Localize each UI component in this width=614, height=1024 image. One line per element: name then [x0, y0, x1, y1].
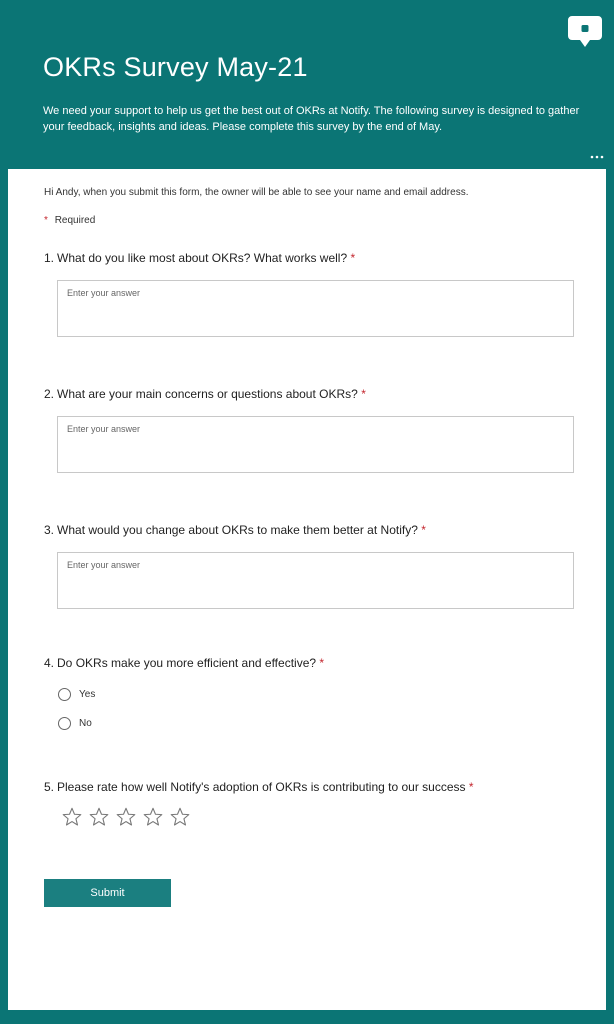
- question-4-text: Do OKRs make you more efficient and effective?: [57, 656, 317, 670]
- star-4-icon[interactable]: [142, 806, 164, 828]
- star-2-icon[interactable]: [88, 806, 110, 828]
- question-3-title: [44, 523, 426, 537]
- form-title: OKRs Survey May-21: [43, 52, 308, 82]
- form-header: [0, 0, 614, 170]
- question-5-required: *: [468, 780, 474, 794]
- radio-button[interactable]: [58, 688, 71, 701]
- radio-label-yes: Yes: [79, 688, 96, 700]
- question-3-number: 3.: [44, 523, 55, 537]
- submit-button[interactable]: Submit: [44, 879, 171, 907]
- question-2-required: *: [361, 387, 366, 401]
- question-1-text: What do you like most about OKRs? What works well?: [57, 251, 348, 265]
- question-5-title: [44, 780, 474, 794]
- chat-icon[interactable]: [566, 13, 604, 51]
- question-1-title: [44, 251, 355, 265]
- identity-notice: Hi Andy, when you submit this form, the owner will be able to see your name and email address.: [44, 187, 469, 198]
- question-3-required: *: [421, 523, 426, 537]
- required-label: Required: [54, 215, 96, 226]
- question-4-title: [44, 656, 324, 670]
- question-2-title: [44, 387, 366, 401]
- star-1-icon[interactable]: [61, 806, 83, 828]
- required-note: [44, 215, 95, 226]
- question-4-number: 4.: [44, 656, 55, 670]
- star-5-icon[interactable]: [169, 806, 191, 828]
- question-4-required: *: [319, 656, 325, 670]
- question-3-text: What would you change about OKRs to make them better at Notify?: [57, 523, 418, 537]
- question-5-number: 5.: [44, 780, 55, 794]
- radio-option-yes[interactable]: [58, 686, 95, 702]
- question-3-answer-input[interactable]: [57, 552, 574, 609]
- question-2-text: What are your main concerns or questions about OKRs?: [57, 387, 358, 401]
- question-2-number: 2.: [44, 387, 55, 401]
- required-asterisk: *: [44, 215, 48, 226]
- question-2-answer-input[interactable]: [57, 416, 574, 473]
- form-card: [8, 169, 606, 1010]
- radio-button[interactable]: [58, 717, 71, 730]
- question-5-text: Please rate how well Notify's adoption of OKRs is contributing to our success: [57, 780, 466, 794]
- radio-label-no: No: [79, 717, 92, 729]
- form-description: We need your support to help us get the best out of OKRs at Notify. The following survey is designed to gather your feedback, insights and ideas. Please complete this survey by the end of May.: [43, 105, 580, 133]
- star-3-icon[interactable]: [115, 806, 137, 828]
- more-options-icon[interactable]: [590, 152, 604, 162]
- star-rating[interactable]: [61, 806, 191, 828]
- question-1-required: *: [350, 251, 356, 265]
- question-1-number: 1.: [44, 251, 55, 265]
- radio-option-no[interactable]: [58, 715, 92, 731]
- question-1-answer-input[interactable]: [57, 280, 574, 337]
